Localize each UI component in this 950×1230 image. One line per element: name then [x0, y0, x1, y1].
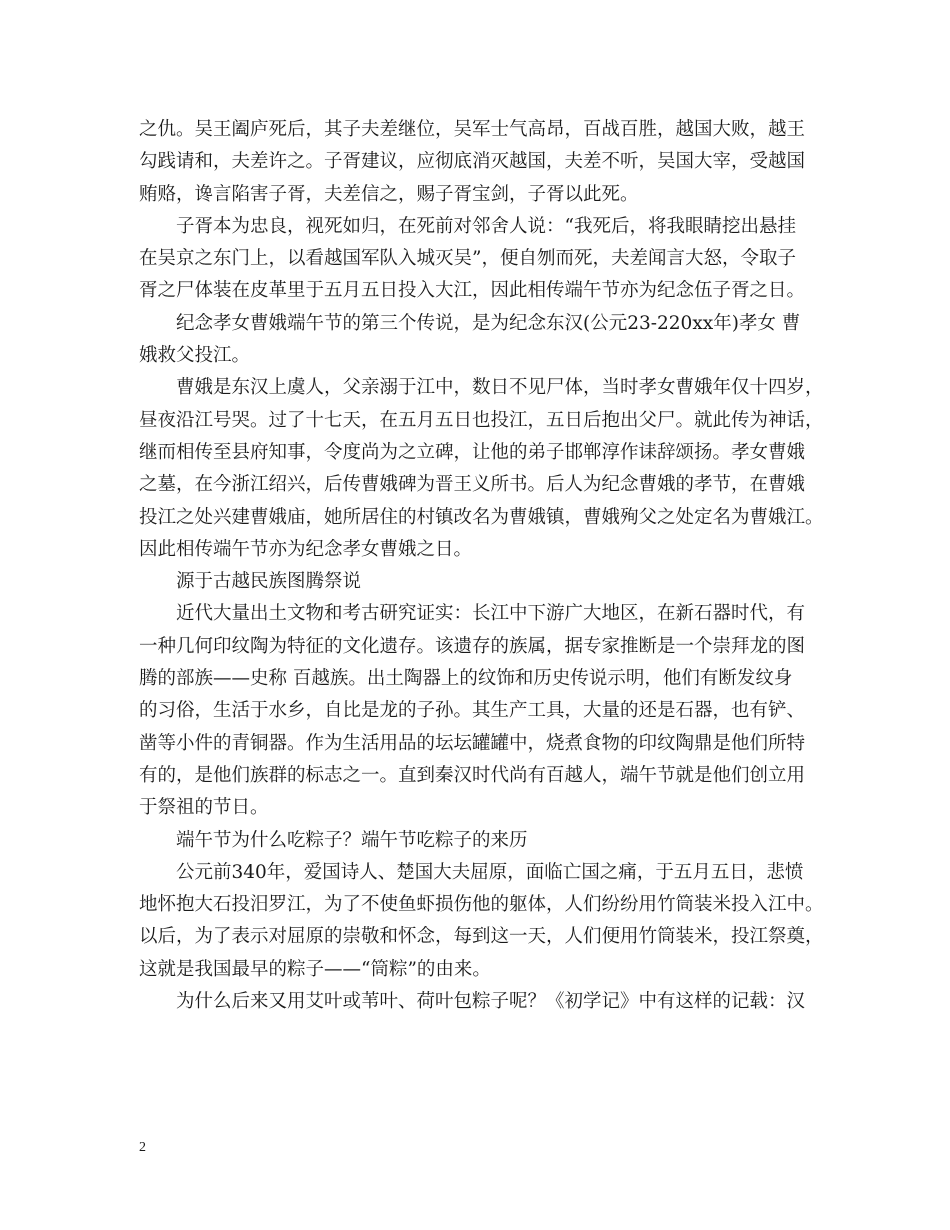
page-number: 2	[139, 1140, 146, 1155]
document-body	[139, 114, 824, 1018]
text-line: 勾践请和，夫差许之。子胥建议，应彻底消灭越国，夫差不听，吴国大宰，受越国	[139, 151, 806, 173]
text-line: 因此相传端午节亦为纪念孝女曹娥之日。	[139, 538, 473, 560]
text-line: 腾的部族——史称 百越族。出土陶器上的纹饰和历史传说示明，他们有断发纹身	[139, 668, 793, 690]
section-heading: 端午节为什么吃粽子？端午节吃粽子的来历	[176, 829, 528, 851]
text-line: 投江之处兴建曹娥庙，她所居住的村镇改名为曹娥镇，曹娥殉父之处定名为曹娥江。	[139, 506, 824, 528]
text-line: 以后，为了表示对屈原的崇敬和怀念，每到这一天，人们便用竹筒装米，投江祭奠，	[139, 926, 824, 948]
text-line: 的习俗，生活于水乡，自比是龙的子孙。其生产工具，大量的还是石器，也有铲、	[139, 700, 806, 722]
text-line: 有的，是他们族群的标志之一。直到秦汉时代尚有百越人，端午节就是他们创立用	[139, 764, 806, 786]
text-line: 凿等小件的青铜器。作为生活用品的坛坛罐罐中，烧煮食物的印纹陶鼎是他们所特	[139, 732, 806, 754]
text-line: 地怀抱大石投汨罗江，为了不使鱼虾损伤他的躯体，人们纷纷用竹筒装米投入江中。	[139, 894, 824, 916]
text-line: 这就是我国最早的粽子——“筒粽”的由来。	[139, 958, 491, 980]
text-line: 为什么后来又用艾叶或苇叶、荷叶包粽子呢？《初学记》中有这样的记载：汉	[176, 991, 806, 1013]
text-line: 一种几何印纹陶为特征的文化遗存。该遗存的族属，据专家推断是一个崇拜龙的图	[139, 635, 806, 657]
text-line: 之墓，在今浙江绍兴，后传曹娥碑为晋王义所书。后人为纪念曹娥的孝节，在曹娥	[139, 474, 806, 496]
text-line: 贿赂，谗言陷害子胥，夫差信之，赐子胥宝剑，子胥以此死。	[139, 183, 639, 205]
text-line: 之仇。吴王阖庐死后，其子夫差继位，吴军士气高昂，百战百胜，越国大败，越王	[139, 119, 806, 140]
text-line: 胥之尸体装在皮革里于五月五日投入大江，因此相传端午节亦为纪念伍子胥之日。	[139, 280, 806, 302]
text-line: 在吴京之东门上，以看越国军队入城灭吴”，便自刎而死，夫差闻言大怒，令取子	[139, 248, 796, 270]
text-line: 于祭祖的节日。	[139, 797, 269, 819]
text-line: 昼夜沿江号哭。过了十七天，在五月五日也投江，五日后抱出父尸。就此传为神话，	[139, 409, 824, 431]
text-line: 曹娥是东汉上虞人，父亲溺于江中，数日不见尸体，当时孝女曹娥年仅十四岁，	[176, 377, 824, 399]
text-line: 娥救父投江。	[139, 345, 251, 367]
section-heading: 源于古越民族图腾祭说	[176, 571, 362, 593]
text-line: 近代大量出土文物和考古研究证实：长江中下游广大地区，在新石器时代，有	[176, 603, 806, 625]
text-line: 纪念孝女曹娥端午节的第三个传说，是为纪念东汉(公元23-220xx年)孝女 曹	[176, 312, 801, 334]
text-line: 公元前340年，爱国诗人、楚国大夫屈原，面临亡国之痛，于五月五日，悲愤	[176, 861, 804, 883]
text-line: 继而相传至县府知事，令度尚为之立碑，让他的弟子邯郸淳作诔辞颂扬。孝女曹娥	[139, 441, 806, 463]
text-line: 子胥本为忠良，视死如归，在死前对邻舍人说：“我死后，将我眼睛挖出悬挂	[176, 215, 796, 237]
